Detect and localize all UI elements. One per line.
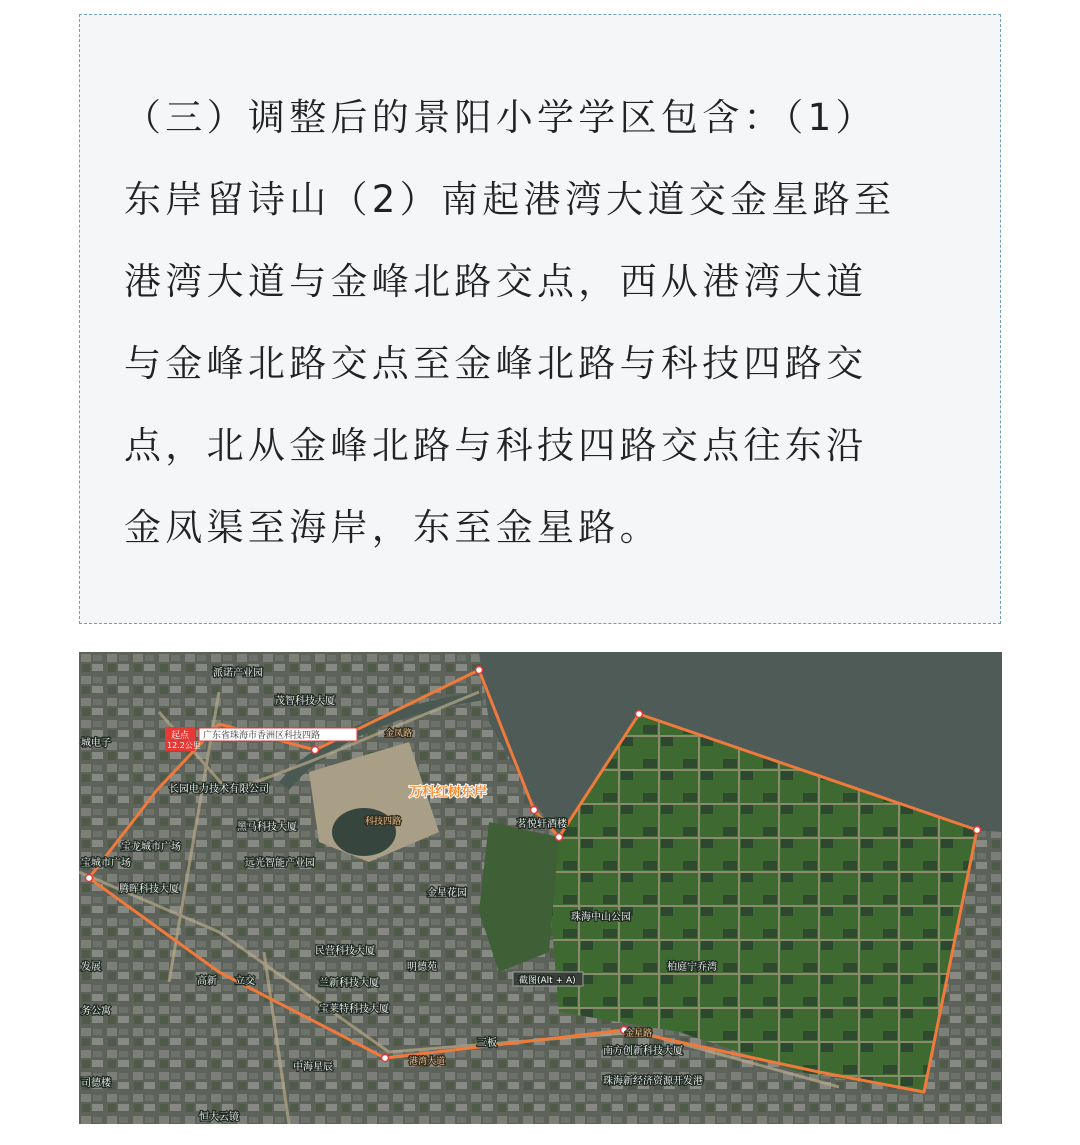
satellite-map[interactable] (79, 652, 1002, 1124)
notice-line: 金凤渠至海岸，东至金星路。 (124, 506, 661, 549)
label-xinjingji: 珠海新经济资源开发港 (603, 1076, 703, 1087)
label-screenshot-hint: 截图(Alt + A) (519, 976, 576, 986)
label-baolai: 宝莱特科技大厦 (319, 1004, 389, 1015)
label-gangwan-road: 港湾大道 (409, 1057, 446, 1067)
label-minying: 民营科技大厦 (315, 946, 375, 957)
start-tag: 起点 (171, 731, 190, 741)
notice-line: 与金峰北路交点至金峰北路与科技四路交 (124, 342, 868, 385)
label-baolong: 宝龙城市广场 (121, 842, 181, 853)
label-paishan: 柏庭宁乔湾 (667, 962, 717, 973)
vertex-marker (382, 1055, 389, 1062)
label-wubao: 务公寓 (81, 1006, 111, 1017)
notice-box (79, 14, 1001, 624)
label-lanxin: 兰新科技大厦 (319, 978, 379, 989)
label-dianzi: 城电子 (81, 738, 111, 749)
label-jinxing-road: 金星路 (625, 1029, 653, 1039)
label-sanban: 三板 (477, 1038, 497, 1049)
label-lijiao: 立交 (235, 976, 255, 987)
route-distance: 12.2公里 (167, 741, 201, 750)
vertex-marker (556, 834, 563, 841)
label-mingde: 明德苑 (407, 962, 437, 973)
label-jinxing-garden: 金星花园 (427, 888, 467, 899)
label-zhongshan-xingchen: 中海星辰 (293, 1062, 333, 1073)
label-vanke: 万科红树东岸 (409, 785, 488, 800)
label-zhongshan-park: 珠海中山公园 (571, 912, 631, 923)
notice-line: （三）调整后的景阳小学学区包含：（1） (124, 96, 877, 139)
vertex-marker (531, 807, 538, 814)
label-hotel: 茗悦轩酒楼 (517, 819, 567, 830)
label-sixu: 司德楼 (81, 1078, 111, 1089)
label-paiyuan: 派诺产业园 (213, 668, 263, 679)
label-keji-road: 科技四路 (365, 817, 402, 827)
notice-line: 东岸留诗山（2）南起港湾大道交金星路至 (124, 178, 896, 221)
vertex-marker (636, 711, 643, 718)
label-nanfang: 南方创新科技大厦 (603, 1046, 683, 1057)
label-jinfeng-road: 金凤路 (385, 729, 413, 739)
label-hengda: 恒大云镜 (199, 1112, 239, 1123)
label-fa: 发展 (81, 962, 101, 973)
notice-line: 港湾大道与金峰北路交点，西从港湾大道 (124, 260, 868, 303)
pond (332, 808, 396, 856)
vertex-marker (974, 827, 981, 834)
map-canvas[interactable] (79, 652, 1002, 1124)
label-gaoxin: 高新 (197, 976, 217, 987)
vertex-marker (86, 875, 93, 882)
label-tengyun: 腾晖科技大厦 (119, 884, 179, 895)
label-city-edge: 宝城市广场 (81, 858, 131, 869)
notice-line: 点，北从金峰北路与科技四路交点往东沿 (124, 424, 868, 467)
route-address: 广东省珠海市香洲区科技四路 (203, 731, 321, 741)
vertex-marker (312, 747, 319, 754)
vertex-marker (476, 667, 483, 674)
label-gaoguang: 远光智能产业园 (245, 858, 315, 869)
label-changyuan: 长园电力技术有限公司 (169, 784, 269, 795)
label-heima: 黑马科技大厦 (237, 822, 297, 833)
notice-text (124, 77, 966, 569)
label-maozhi: 茂智科技大厦 (275, 696, 335, 707)
